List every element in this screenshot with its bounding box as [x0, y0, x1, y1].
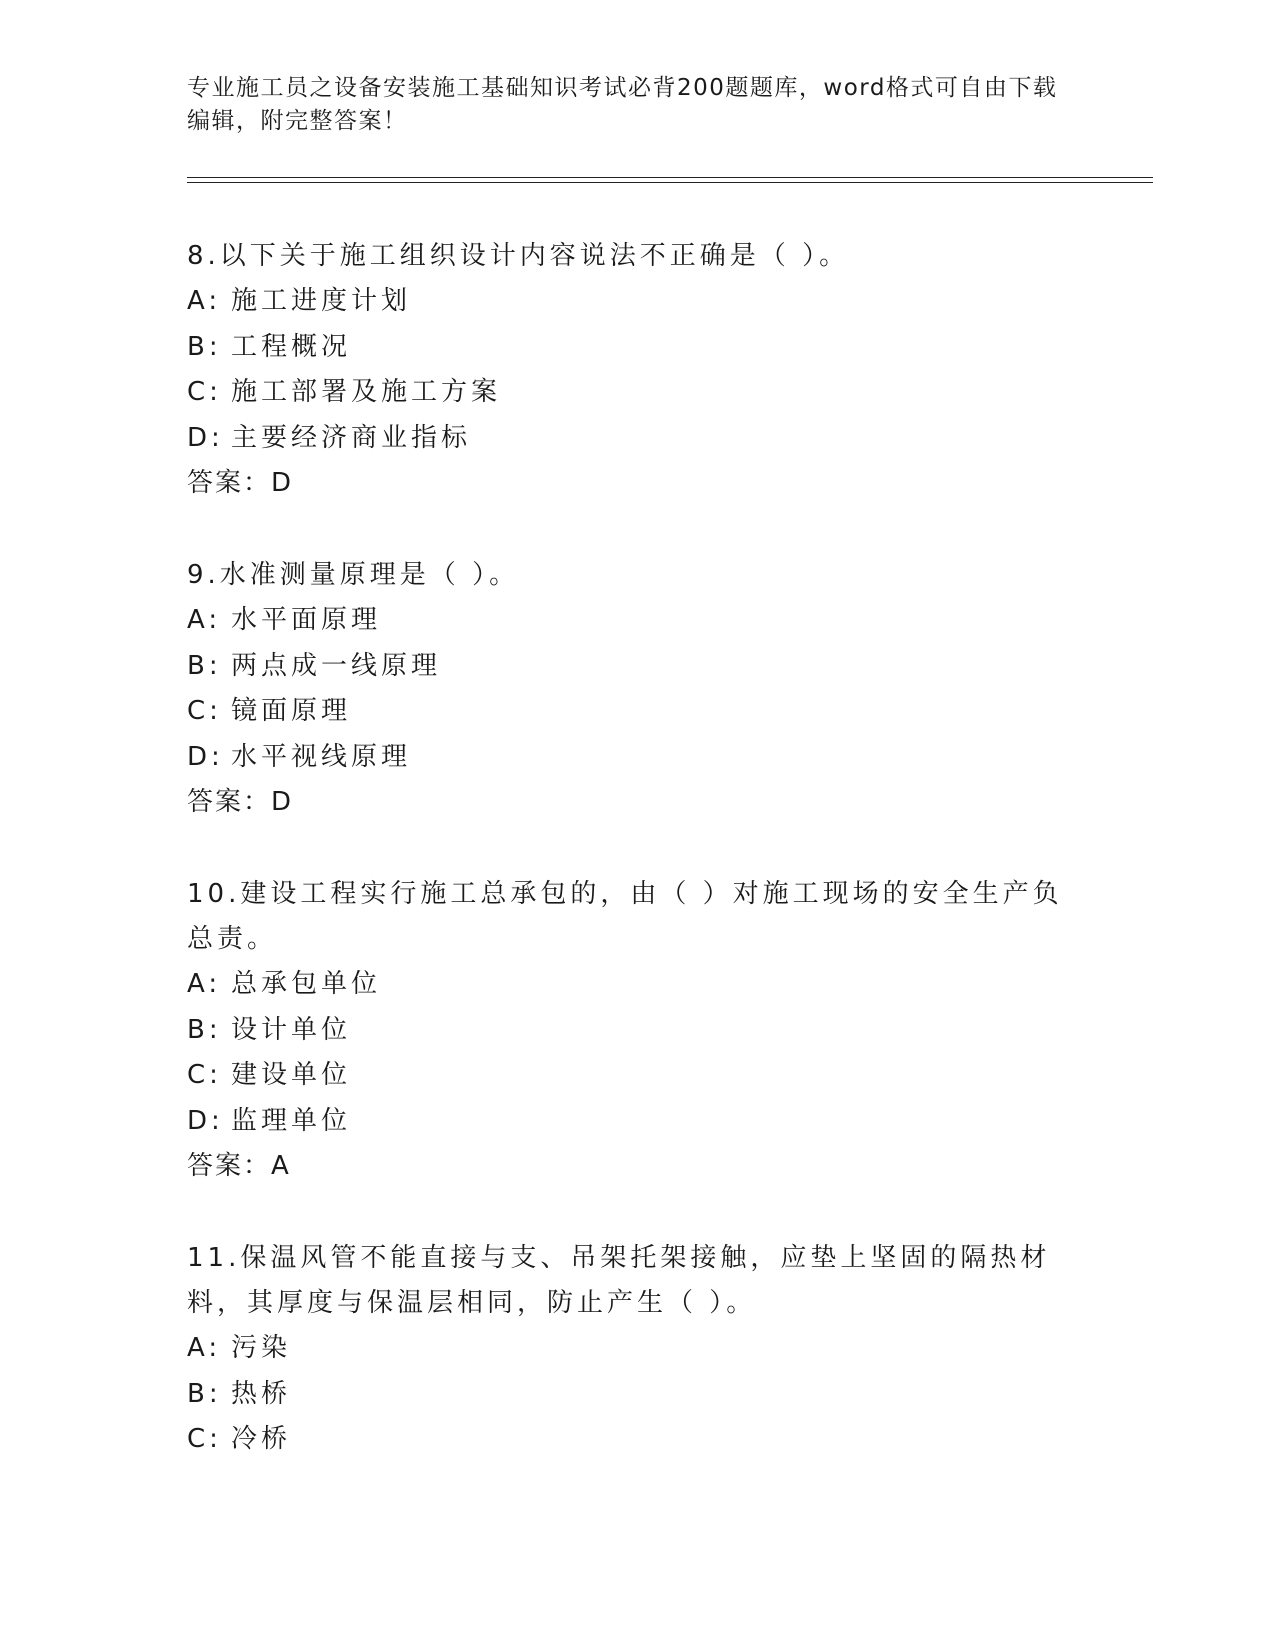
question-stem: 10.建设工程实行施工总承包的，由（ ）对施工现场的安全生产负总责。 [187, 879, 1063, 954]
option-text: 主要经济商业指标 [231, 422, 472, 453]
option-b [187, 325, 1067, 371]
option-text: 总承包单位 [231, 969, 382, 999]
option-key: C: [187, 696, 222, 726]
answer-line: 答案：D [187, 468, 294, 498]
option-text: 监理单位 [231, 1105, 352, 1136]
option-a [187, 962, 1067, 1008]
answer-line: 答案：A [187, 1151, 291, 1181]
option-text: 建设单位 [231, 1060, 352, 1090]
option-text: 施工进度计划 [231, 286, 412, 316]
header-rule-top [187, 177, 1153, 178]
question-stem: 8.以下关于施工组织设计内容说法不正确是（ ）。 [187, 241, 850, 271]
option-key: D: [187, 741, 224, 772]
option-c [187, 1053, 1067, 1099]
option-key: C: [187, 377, 222, 407]
option-text: 污染 [231, 1333, 292, 1363]
option-text: 两点成一线原理 [231, 650, 442, 681]
question-8 [187, 234, 1067, 506]
option-b [187, 1008, 1067, 1054]
option-key: A: [187, 286, 222, 316]
option-key: B: [187, 1014, 222, 1045]
question-9 [187, 553, 1067, 825]
answer-line: 答案：D [187, 787, 294, 817]
option-text: 热桥 [231, 1378, 292, 1409]
option-key: A: [187, 969, 222, 999]
option-d [187, 416, 1067, 462]
option-a [187, 1326, 1067, 1372]
option-key: C: [187, 1424, 222, 1454]
option-c [187, 1417, 1067, 1463]
option-text: 施工部署及施工方案 [231, 377, 502, 407]
option-key: D: [187, 1105, 224, 1136]
option-c [187, 370, 1067, 416]
header-rule-bottom [187, 182, 1153, 183]
option-a [187, 279, 1067, 325]
option-text: 冷桥 [231, 1424, 292, 1454]
option-key: B: [187, 1378, 222, 1409]
question-11 [187, 1236, 1067, 1463]
option-key: A: [187, 605, 222, 635]
option-text: 水平视线原理 [231, 741, 412, 772]
option-text: 水平面原理 [231, 605, 382, 635]
question-stem: 9.水准测量原理是（ ）。 [187, 560, 520, 590]
option-key: A: [187, 1333, 222, 1363]
option-text: 工程概况 [231, 331, 352, 362]
option-d [187, 735, 1067, 781]
option-b [187, 644, 1067, 690]
option-text: 镜面原理 [231, 696, 352, 726]
option-key: C: [187, 1060, 222, 1090]
option-b [187, 1372, 1067, 1418]
option-key: D: [187, 422, 224, 453]
option-key: B: [187, 331, 222, 362]
option-a [187, 598, 1067, 644]
option-key: B: [187, 650, 222, 681]
option-c [187, 689, 1067, 735]
option-text: 设计单位 [231, 1014, 352, 1045]
question-10 [187, 872, 1067, 1189]
document-header: 专业施工员之设备安装施工基础知识考试必背200题题库，word格式可自由下载编辑，附完整答案！ [187, 75, 1058, 134]
option-d [187, 1099, 1067, 1145]
question-stem: 11.保温风管不能直接与支、吊架托架接触，应垫上坚固的隔热材料，其厚度与保温层相同，防止产生（ ）。 [187, 1243, 1051, 1318]
